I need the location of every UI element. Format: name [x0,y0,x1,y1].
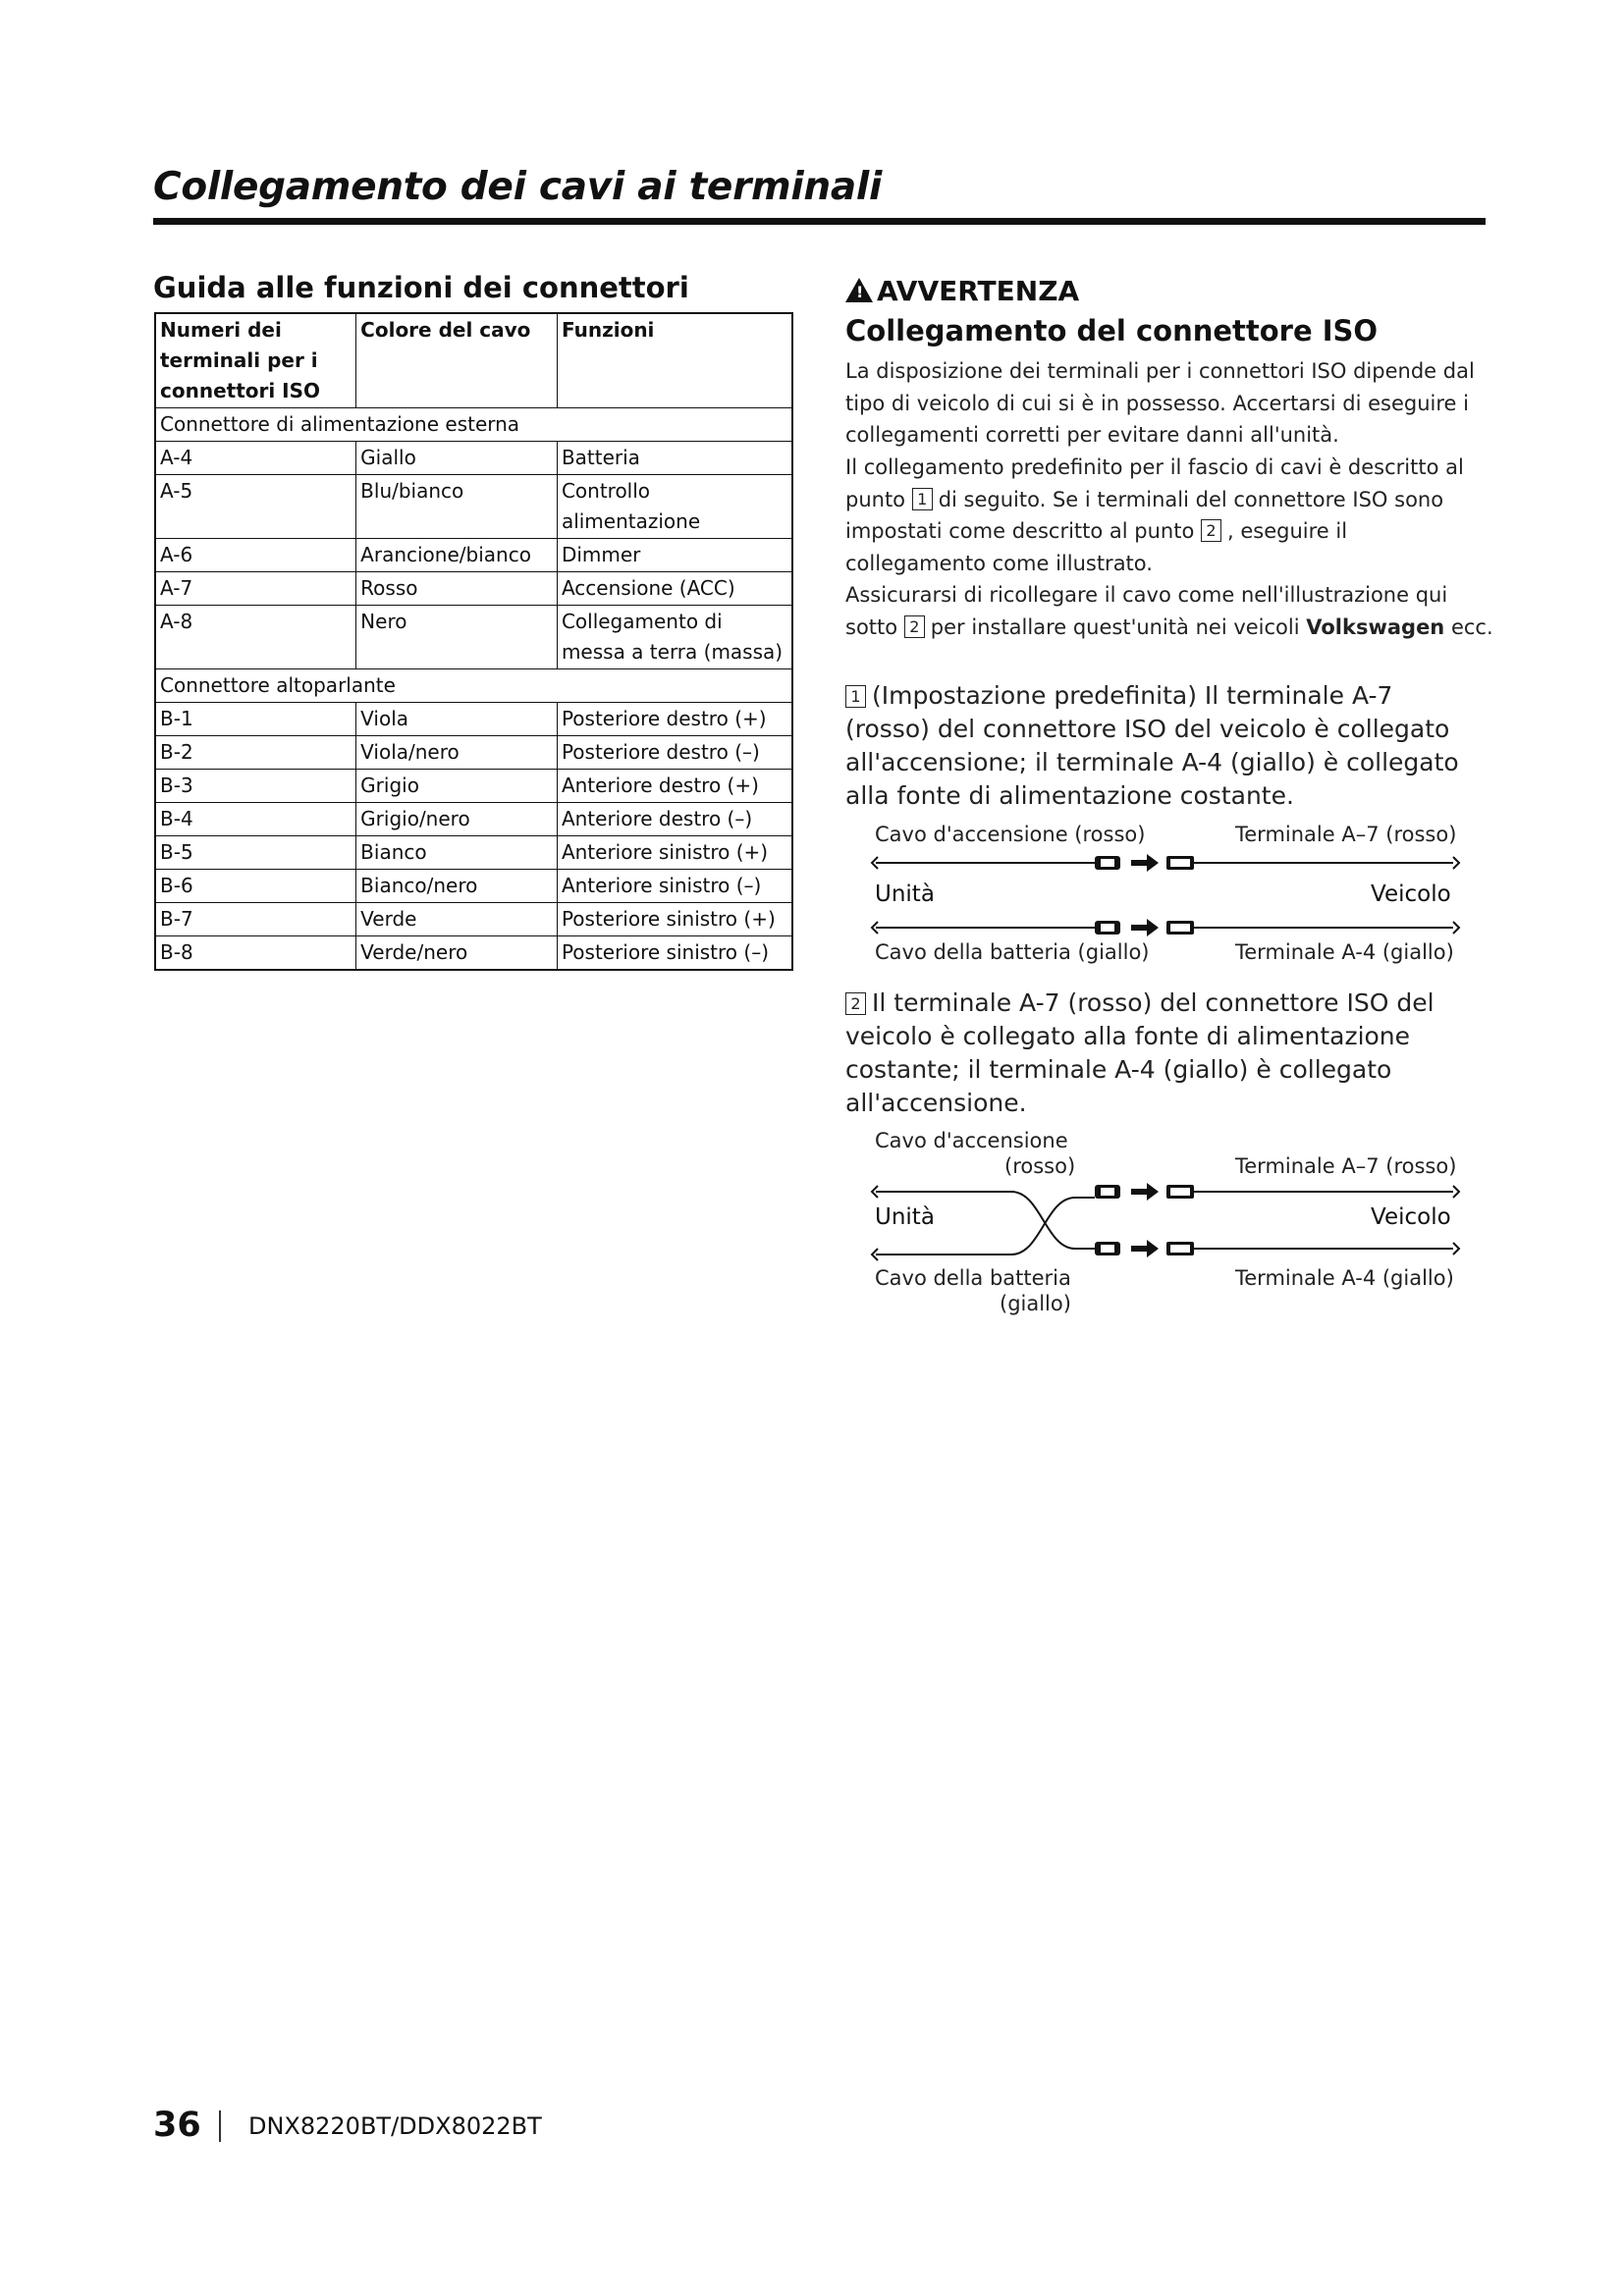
function-cell: Collegamento di messa a terra (massa) [557,606,792,669]
para3-text-a: Assicurarsi di ricollegare il cavo come nell'illustrazione qui sotto [845,583,1448,639]
function-cell: Dimmer [557,539,792,572]
color-cell: Verde/nero [356,936,558,971]
d2-unit-label: Unità [875,1204,935,1230]
function-cell: Anteriore destro (+) [557,770,792,803]
d2-terminal-a4-label: Terminale A-4 (giallo) [1235,1266,1454,1290]
iso-heading: Collegamento del connettore ISO [845,314,1379,347]
title-rule [153,218,1486,225]
terminal-cell: B-2 [155,736,356,770]
terminal-cell: B-5 [155,836,356,870]
step-1 [845,679,1474,813]
color-cell: Grigio/nero [356,803,558,836]
color-cell: Viola/nero [356,736,558,770]
terminal-cell: B-1 [155,703,356,736]
terminal-cell: A-5 [155,475,356,539]
para2-text-c: , eseguire il collegamento come illustrato. [845,519,1348,575]
color-cell: Nero [356,606,558,669]
connector-table [154,312,793,971]
header-terminal-numbers: Numeri dei terminali per i connettori ISO [155,313,356,408]
table-row [155,736,792,770]
warning-triangle-icon [845,278,873,302]
connector-guide-heading: Guida alle funzioni dei connettori [153,271,689,304]
wiring-diagram-2 [864,1178,1473,1266]
d2-ignition-cable-label: Cavo d'accensione [875,1129,1068,1152]
para2-text-a: Il collegamento predefinito per il fascio di cavi è descritto al punto [845,455,1464,511]
table-row [155,803,792,836]
function-cell: Posteriore sinistro (+) [557,903,792,936]
para2-text-b: di seguito. Se i terminali del connettore ISO sono impostati come descritto al punto [845,487,1444,543]
color-cell: Bianco [356,836,558,870]
step-ref-box: 1 [912,488,933,510]
terminal-cell: B-3 [155,770,356,803]
table-row [155,539,792,572]
connector-male-icon [1095,856,1120,934]
terminal-cell: A-7 [155,572,356,606]
step-ref-box: 2 [1201,519,1221,542]
step-2-number: 2 [845,992,866,1015]
warning-label: AVVERTENZA [877,275,1080,307]
d1-terminal-a4-label: Terminale A-4 (giallo) [1235,940,1454,964]
terminal-cell: B-4 [155,803,356,836]
color-cell: Arancione/bianco [356,539,558,572]
default-paragraph [845,452,1474,579]
d2-battery-cable-color: (giallo) [1000,1292,1071,1315]
color-cell: Viola [356,703,558,736]
terminal-cell: A-4 [155,442,356,475]
d1-ignition-cable-label: Cavo d'accensione (rosso) [875,823,1146,846]
table-row [155,770,792,803]
table-section-row [155,669,792,703]
function-cell: Posteriore destro (+) [557,703,792,736]
d1-terminal-a7-label: Terminale A–7 (rosso) [1235,823,1457,846]
wiring-diagram-1 [864,849,1473,942]
para3-text-b: per installare quest'unità nei veicoli [930,614,1300,639]
step-2-text: Il terminale A-7 (rosso) del connettore ISO del veicolo è collegato alla fonte di alimentazione costante; il terminale A-4 (giallo) è collegato all'accensione. [845,988,1435,1117]
color-cell: Verde [356,903,558,936]
table-row [155,475,792,539]
step-2 [845,987,1474,1120]
table-row [155,836,792,870]
table-header-row [155,313,792,408]
intro-paragraph: La disposizione dei terminali per i connettori ISO dipende dal tipo di veicolo di cui si è in possesso. Accertarsi di eseguire i collegamenti corretti per evitare danni all'unità. [845,359,1475,447]
function-cell: Anteriore sinistro (+) [557,836,792,870]
function-cell: Anteriore destro (–) [557,803,792,836]
table-row [155,606,792,669]
table-row [155,903,792,936]
table-row [155,870,792,903]
table-row [155,572,792,606]
volkswagen-paragraph [845,579,1493,643]
d2-terminal-a7-label: Terminale A–7 (rosso) [1235,1154,1457,1178]
arrow-right-icon [1131,854,1159,936]
terminal-cell: B-6 [155,870,356,903]
connector-male-icon [1095,1185,1120,1255]
function-cell: Anteriore sinistro (–) [557,870,792,903]
table-row [155,703,792,736]
color-cell: Grigio [356,770,558,803]
arrow-right-icon [1131,1183,1159,1257]
d2-ignition-cable-color: (rosso) [1004,1154,1076,1178]
connector-female-icon [1166,856,1194,934]
step-1-text: (Impostazione predefinita) Il terminale A-7 (rosso) del connettore ISO del veicolo è collegato all'accensione; il terminale A-4 (giallo) è collegato alla fonte di alimentazione costante. [845,681,1459,810]
function-cell: Posteriore sinistro (–) [557,936,792,971]
table-row [155,442,792,475]
para3-text-c: ecc. [1450,614,1493,639]
terminal-cell: A-6 [155,539,356,572]
step-ref-box: 2 [904,615,925,638]
connector-female-icon [1166,1185,1194,1255]
warning-heading [845,275,1079,307]
model-name: DNX8220BT/DDX8022BT [248,2112,542,2140]
function-cell: Batteria [557,442,792,475]
function-cell: Controllo alimentazione [557,475,792,539]
brand-name: Volkswagen [1306,614,1445,639]
function-cell: Posteriore destro (–) [557,736,792,770]
color-cell: Bianco/nero [356,870,558,903]
color-cell: Giallo [356,442,558,475]
d2-battery-cable-label: Cavo della batteria [875,1266,1071,1290]
section-power-connector: Connettore di alimentazione esterna [155,408,792,442]
color-cell: Rosso [356,572,558,606]
d1-vehicle-label: Veicolo [1371,881,1451,907]
d2-vehicle-label: Veicolo [1371,1204,1451,1230]
page-number: 36 [153,2106,201,2145]
terminal-cell: B-7 [155,903,356,936]
step-1-number: 1 [845,685,866,708]
header-cable-color: Colore del cavo [356,313,558,408]
header-functions: Funzioni [557,313,792,408]
terminal-cell: A-8 [155,606,356,669]
section-speaker-connector: Connettore altoparlante [155,669,792,703]
d1-battery-cable-label: Cavo della batteria (giallo) [875,940,1150,964]
table-row [155,936,792,971]
color-cell: Blu/bianco [356,475,558,539]
function-cell: Accensione (ACC) [557,572,792,606]
page-title: Collegamento dei cavi ai terminali [153,165,883,209]
footer-separator [219,2110,221,2142]
table-section-row [155,408,792,442]
d1-unit-label: Unità [875,881,935,907]
terminal-cell: B-8 [155,936,356,971]
